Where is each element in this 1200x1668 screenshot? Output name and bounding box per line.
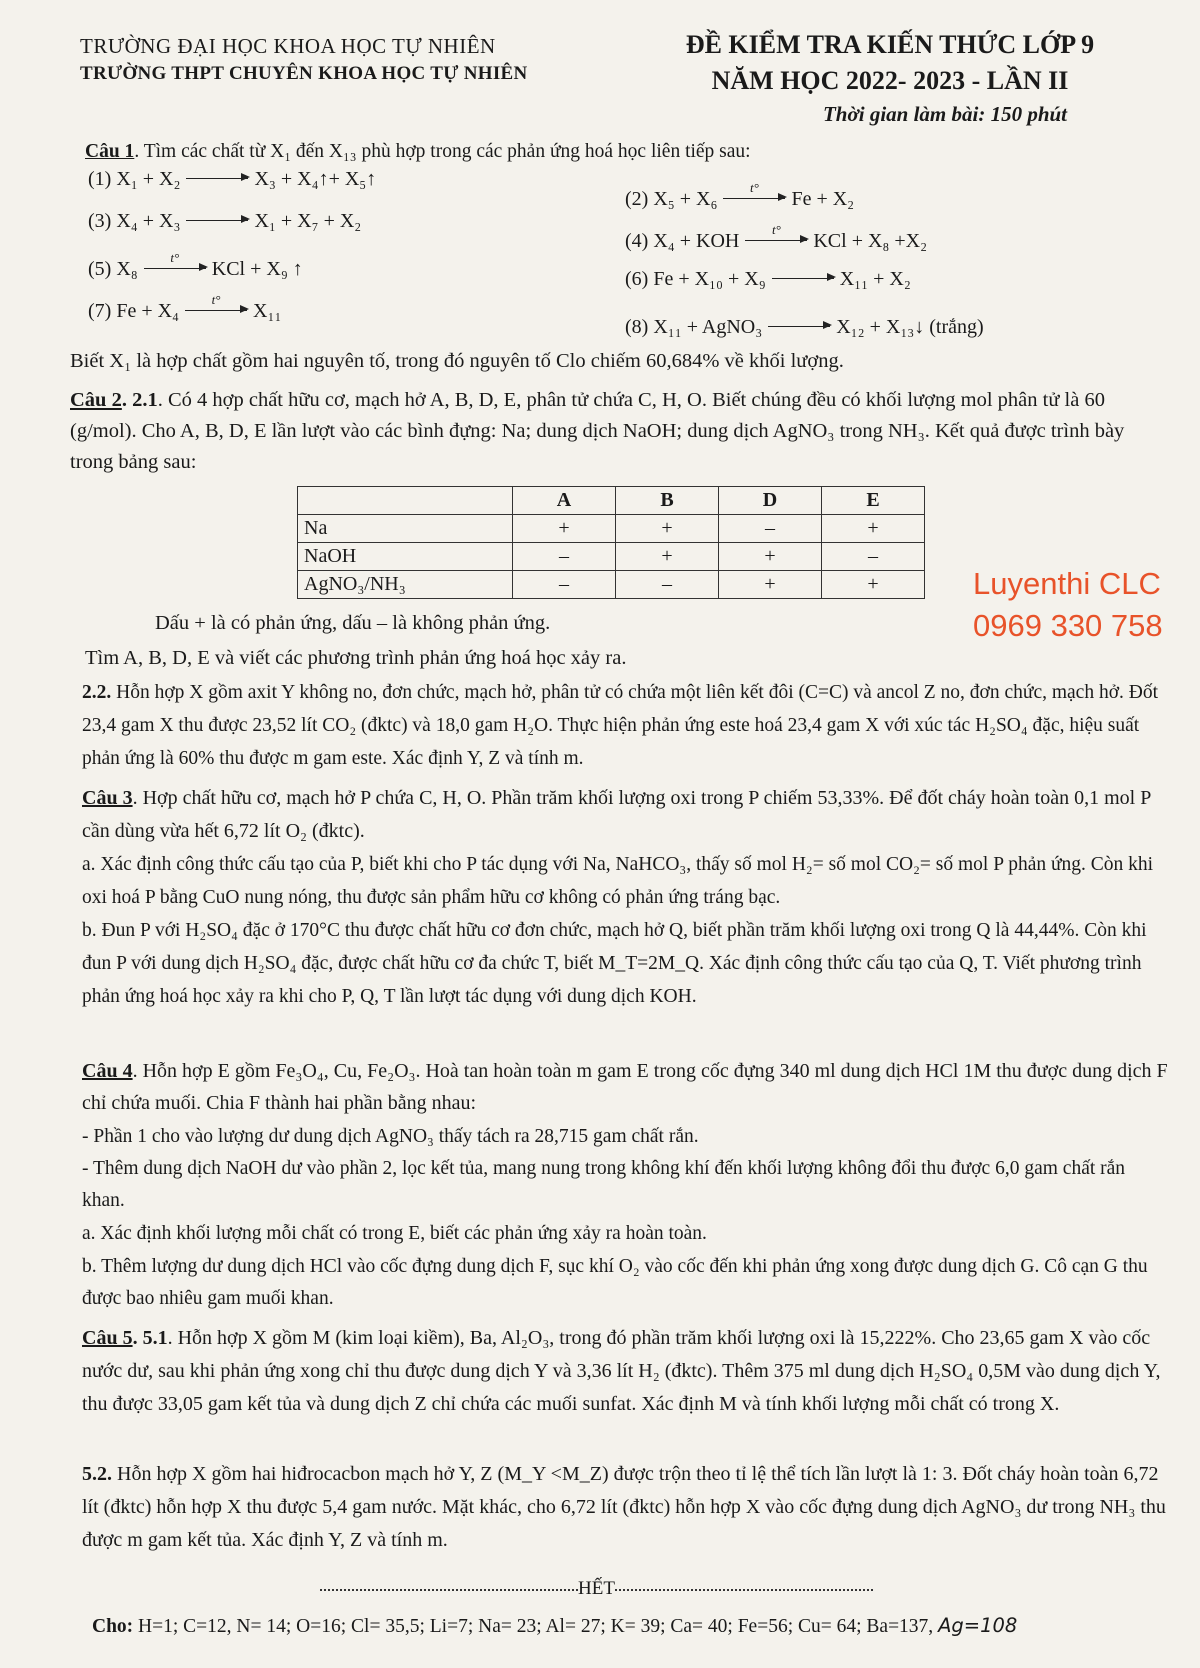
- q4-part-2: - Thêm dung dịch NaOH dư vào phần 2, lọc kết tủa, mang nung trong không khí đến khối lượng không đổi thu được 6,0 gam chất rắn khan.: [82, 1158, 1126, 1211]
- watermark-line1: Luyenthi CLC: [973, 566, 1161, 601]
- q2-task21: Tìm A, B, D, E và viết các phương trình phản ứng hoá học xảy ra.: [85, 647, 627, 669]
- q5-p51-text: . Hỗn hợp X gồm M (kim loại kiềm), Ba, Al₂O₃, trong đó phần trăm khối lượng oxi là 15,222%. Cho 23,65 gam X vào cốc nước dư, sau khi phản ứng xong chỉ thu được dung dịch Y và 3,36 lít H₂ (đktc). Thêm 375 ml dung dịch H₂SO₄ 0,5M vào dung dịch Y, thu được 33,05 gam kết tủa và dung dịch Z chỉ chứa các muối sunfat. Xác định M và tính khối lượng mỗi chất có trong X.: [82, 1327, 1161, 1415]
- table-header-cell: [298, 487, 513, 515]
- reaction-7: (7) Fe + X₄ t° X₁₁: [88, 291, 282, 322]
- reaction-4: (4) X₄ + KOH t° KCl + X₈ +X₂: [625, 221, 928, 252]
- q1-label: Câu 1: [85, 141, 135, 162]
- table-cell: –: [513, 571, 616, 599]
- q3-label: Câu 3: [82, 787, 133, 809]
- q1-intro: [85, 136, 1165, 167]
- table-cell: +: [616, 543, 719, 571]
- given-label: Cho:: [92, 1616, 134, 1637]
- table-row: [298, 571, 925, 599]
- reaction-8: (8) X₁₁ + AgNO₃ X₁₂ + X₁₃↓ (trắng): [625, 316, 984, 338]
- atomic-masses: [92, 1614, 1017, 1638]
- reaction-5: (5) X₈ t° KCl + X₉ ↑: [88, 249, 303, 280]
- table-header-row: [298, 487, 925, 515]
- q2-p21-label: . 2.1: [121, 389, 158, 411]
- table-cell: +: [513, 515, 616, 543]
- q2-p21-text: . Có 4 hợp chất hữu cơ, mạch hở A, B, D, E, phân tử chứa C, H, O. Biết chúng đều có khối lượng mol phân tử là 60 (g/mol). Cho A, B, D, E lần lượt vào các bình đựng: Na; dung dịch NaOH; dung dịch AgNO₃ trong NH₃. Kết quả được trình bày trong bảng sau:: [70, 389, 1125, 473]
- q5-p52-text: Hỗn hợp X gồm hai hiđrocacbon mạch hở Y, Z (M_Y <M_Z) được trộn theo tỉ lệ thể tích lần lượt là 1: 3. Đốt cháy hoàn toàn 6,72 lít (đktc) hỗn hợp X thu được 5,4 gam nước. Mặt khác, cho 6,72 lít (đktc) hỗn hợp X vào cốc đựng dung dịch AgNO₃ dư trong NH₃ thu được m gam kết tủa. Xác định Y, Z và tính m.: [82, 1463, 1166, 1551]
- q4-part-1: - Phần 1 cho vào lượng dư dung dịch AgNO₃ thấy tách ra 28,715 gam chất rắn.: [82, 1126, 699, 1147]
- q1-intro-text: . Tìm các chất từ X₁ đến X₁₃ phù hợp trong các phản ứng hoá học liên tiếp sau:: [134, 141, 751, 162]
- table-header-cell: B: [616, 487, 719, 515]
- q4-intro-text: . Hỗn hợp E gồm Fe₃O₄, Cu, Fe₂O₃. Hoà tan hoàn toàn m gam E trong cốc đựng 340 ml dung dịch HCl 1M thu được dung dịch F chỉ chứa muối. Chia F thành hai phần bằng nhau:: [82, 1060, 1168, 1114]
- q3-part-a: a. Xác định công thức cấu tạo của P, biết khi cho P tác dụng với Na, NaHCO₃, thấy số mol H₂= số mol CO₂= số mol P phản ứng. Còn khi oxi hoá P bằng CuO nung nóng, thu được sản phẩm hữu cơ không có phản ứng tráng bạc.: [82, 854, 1154, 908]
- q2-p22: [82, 676, 1172, 775]
- q2-label: Câu 2: [70, 389, 122, 411]
- q3-intro: [82, 782, 1172, 848]
- dotted-line-left: [320, 1589, 578, 1591]
- dotted-line-right: [615, 1589, 873, 1591]
- school-name: TRƯỜNG THPT CHUYÊN KHOA HỌC TỰ NHIÊN: [80, 63, 528, 84]
- exam-duration: Thời gian làm bài: 150 phút: [822, 102, 1068, 126]
- reaction-6: (6) Fe + X₁₀ + X₉ X₁₁ + X₂: [625, 268, 911, 290]
- table-cell: –: [513, 543, 616, 571]
- end-marker: [320, 1578, 873, 1600]
- reaction-1: (1) X₁ + X₂ X₃ + X₄↑+ X₅↑: [88, 168, 377, 190]
- table-row: [298, 515, 925, 543]
- table-cell: –: [822, 543, 925, 571]
- table-cell: +: [822, 515, 925, 543]
- q2-p22-text: Hỗn hợp X gồm axit Y không no, đơn chức, mạch hở, phân tử có chứa một liên kết đôi (C=C) và ancol Z no, đơn chức, mạch hở. Đốt 23,4 gam X thu được 23,52 lít CO₂ (đktc) và 18,0 gam H₂O. Thực hiện phản ứng este hoá 23,4 gam X với xúc tác H₂SO₄ đặc, hiệu suất phản ứng là 60% thu được m gam este. Xác định Y, Z và tính m.: [82, 682, 1159, 769]
- q3-part-b: b. Đun P với H₂SO₄ đặc ở 170°C thu được chất hữu cơ đơn chức, mạch hở Q, biết phần trăm khối lượng oxi trong Q là 44,44%. Còn khi đun P với dung dịch H₂SO₄ đặc, được chất hữu cơ đa chức T, biết M_T=2M_Q. Xác định công thức cấu tạo của Q, T. Viết phương trình phản ứng hoá học xảy ra khi cho P, Q, T lần lượt tác dụng với dung dịch KOH.: [82, 920, 1147, 1007]
- q3-intro-text: . Hợp chất hữu cơ, mạch hở P chứa C, H, O. Phần trăm khối lượng oxi trong P chiếm 53,33%. Để đốt cháy hoàn toàn 0,1 mol P cần dùng vừa hết 6,72 lít O₂ (đktc).: [82, 787, 1151, 842]
- q4-part-b: b. Thêm lượng dư dung dịch HCl vào cốc đựng dung dịch F, sục khí O₂ vào cốc đến khi phản ứng xong được dung dịch G. Cô cạn G thu được bao nhiêu gam muối khan.: [82, 1256, 1148, 1309]
- table-legend: Dấu + là có phản ứng, dấu – là không phản ứng.: [155, 612, 551, 634]
- header-right: [610, 30, 1170, 127]
- q5-p52-label: 5.2.: [82, 1463, 112, 1485]
- table-header-cell: D: [719, 487, 822, 515]
- q4-intro: [82, 1055, 1172, 1119]
- university-name: TRƯỜNG ĐẠI HỌC KHOA HỌC TỰ NHIÊN: [80, 34, 496, 58]
- table-cell: AgNO₃/NH₃: [298, 571, 513, 599]
- q4-label: Câu 4: [82, 1060, 133, 1082]
- reaction-table: [297, 486, 925, 599]
- end-text: HẾT: [578, 1578, 615, 1599]
- q5-p52: [82, 1458, 1172, 1557]
- table-cell: –: [616, 571, 719, 599]
- reaction-3: (3) X₄ + X₃ X₁ + X₇ + X₂: [88, 210, 362, 232]
- handwritten-note: Ag=108: [938, 1614, 1018, 1637]
- table-cell: Na: [298, 515, 513, 543]
- table-header-cell: E: [822, 487, 925, 515]
- q4-part-a: a. Xác định khối lượng mỗi chất có trong E, biết các phản ứng xảy ra hoàn toàn.: [82, 1223, 707, 1244]
- watermark-line2: 0969 330 758: [973, 608, 1163, 643]
- masses-text: H=1; C=12, N= 14; O=16; Cl= 35,5; Li=7; Na= 23; Al= 27; K= 39; Ca= 40; Fe=56; Cu= 64; Ba=137,: [138, 1616, 934, 1637]
- q2-p21: [70, 385, 1160, 478]
- exam-title: ĐỀ KIỂM TRA KIẾN THỨC LỚP 9: [685, 30, 1095, 59]
- table-cell: +: [719, 543, 822, 571]
- q5-p51: [82, 1322, 1172, 1421]
- table-row: [298, 543, 925, 571]
- table-cell: +: [822, 571, 925, 599]
- q2-p22-label: 2.2.: [82, 682, 112, 703]
- table-cell: +: [616, 515, 719, 543]
- reaction-2: (2) X₅ + X₆ t° Fe + X₂: [625, 179, 855, 210]
- table-cell: NaOH: [298, 543, 513, 571]
- table-cell: +: [719, 571, 822, 599]
- exam-year: NĂM HỌC 2022- 2023 - LẦN II: [711, 66, 1069, 95]
- q1-note: Biết X₁ là hợp chất gồm hai nguyên tố, trong đó nguyên tố Clo chiếm 60,684% về khối lượng.: [70, 350, 844, 372]
- q5-p51-label: . 5.1: [132, 1327, 168, 1349]
- table-header-cell: A: [513, 487, 616, 515]
- table-cell: –: [719, 515, 822, 543]
- q5-label: Câu 5: [82, 1327, 133, 1349]
- header-left: [80, 34, 600, 85]
